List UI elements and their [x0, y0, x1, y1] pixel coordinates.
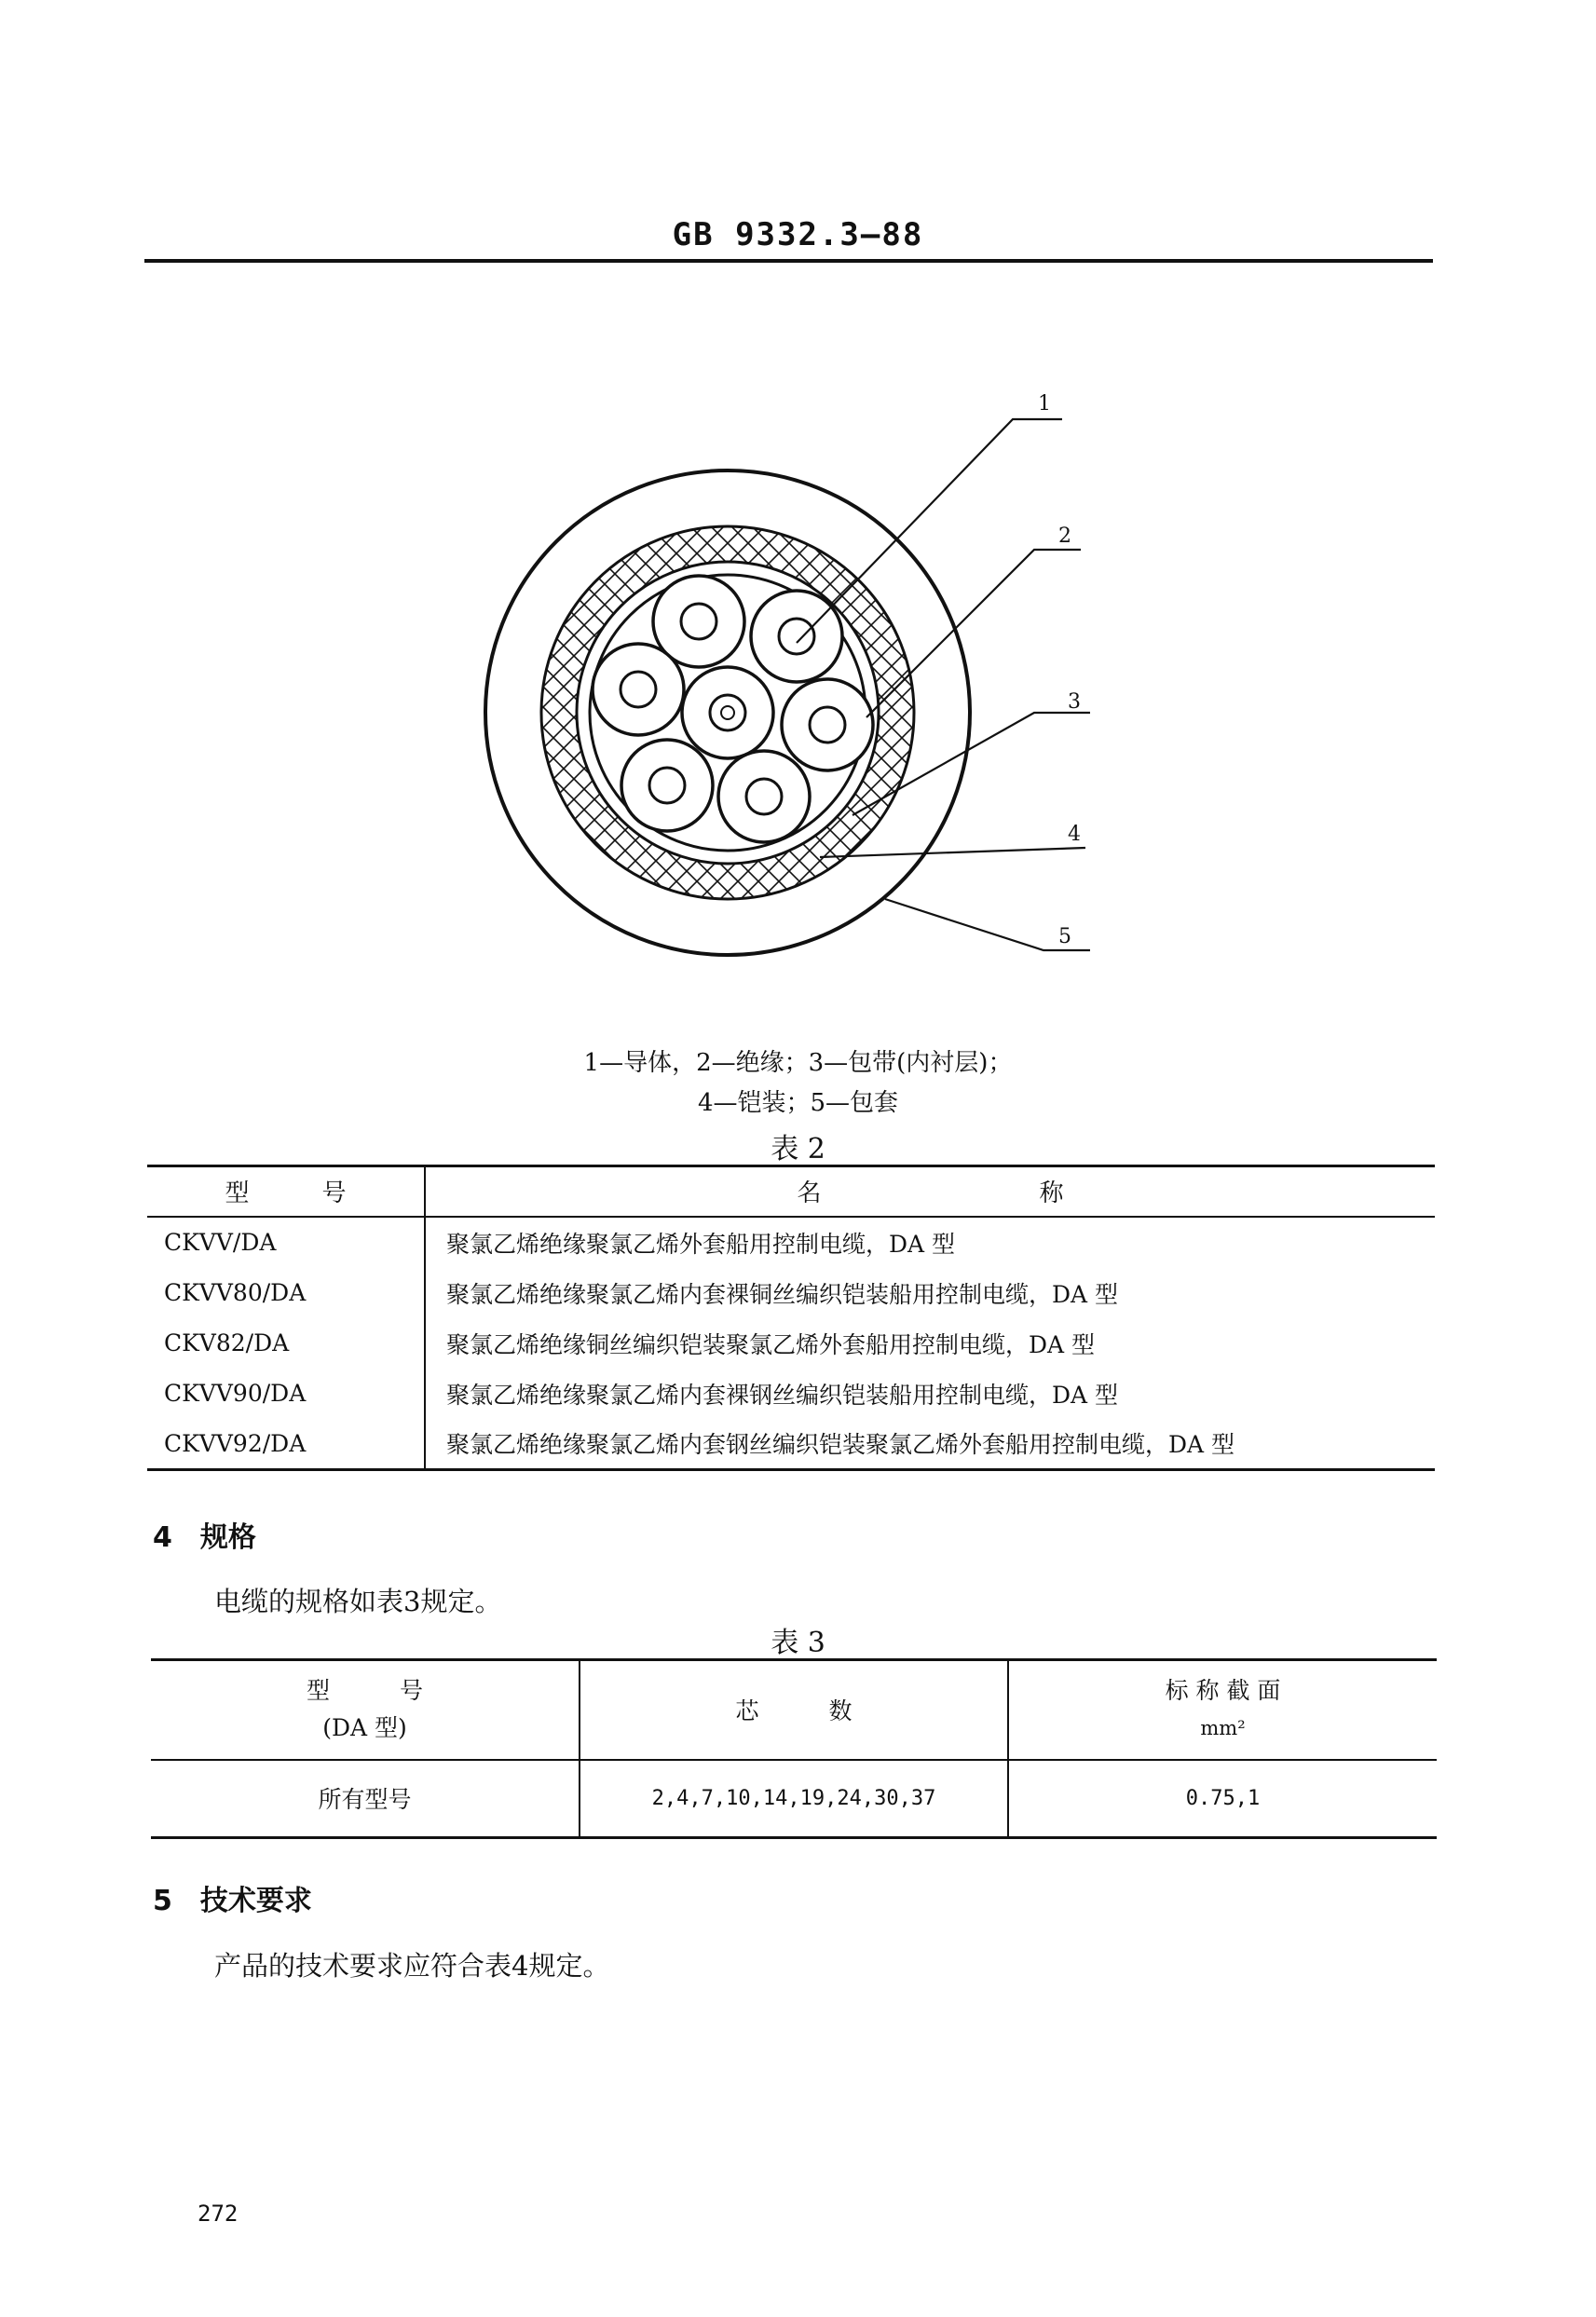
table2 — [147, 1165, 1435, 1471]
table-row — [147, 1268, 1435, 1318]
table2-header-name: 名 称 — [797, 1179, 1064, 1208]
table2-caption: 表 2 — [771, 1133, 825, 1165]
table-row — [151, 1760, 1437, 1838]
section-4-text: 电缆的规格如表3规定。 — [214, 1586, 502, 1617]
cable-cross-section-figure — [0, 373, 1596, 1025]
table2-header-model: 型 号 — [147, 1166, 425, 1217]
table2-name-cell: 聚氯乙烯绝缘聚氯乙烯内套钢丝编织铠装聚氯乙烯外套船用控制电缆，DA 型 — [446, 1431, 1235, 1459]
table3-header-section-line2: mm² — [1200, 1717, 1246, 1740]
table3-model-cell: 所有型号 — [151, 1760, 580, 1838]
table2-model-cell: CKVV92/DA — [147, 1419, 425, 1470]
page-number: 272 — [198, 2201, 239, 2227]
table2-name-cell: 聚氯乙烯绝缘铜丝编织铠装聚氯乙烯外套船用控制电缆，DA 型 — [446, 1330, 1096, 1358]
table2-model-cell: CKV82/DA — [147, 1318, 425, 1369]
table3-header-section — [1008, 1660, 1437, 1760]
table3-section-cell: 0.75,1 — [1185, 1786, 1261, 1810]
table3 — [151, 1658, 1437, 1839]
table3-header-section-line1: 标 称 截 面 — [1165, 1677, 1281, 1705]
table3-caption: 表 3 — [771, 1627, 825, 1659]
table3-header-model — [151, 1660, 580, 1760]
table-row — [147, 1318, 1435, 1369]
table2-name-cell: 聚氯乙烯绝缘聚氯乙烯外套船用控制电缆，DA 型 — [446, 1230, 956, 1258]
table-row — [147, 1217, 1435, 1268]
figure-label-1: 1 — [1038, 392, 1051, 416]
table2-model-cell: CKVV80/DA — [147, 1268, 425, 1318]
table3-header-row — [151, 1660, 1437, 1760]
figure-label-2: 2 — [1058, 525, 1071, 548]
section-4-number: 4 — [153, 1521, 172, 1554]
header-rule — [144, 259, 1433, 263]
table2-model-cell: CKVV/DA — [147, 1217, 425, 1268]
table2-header-row — [147, 1166, 1435, 1217]
section-5-heading — [153, 1877, 312, 1918]
table2-model-cell: CKVV90/DA — [147, 1369, 425, 1419]
figure-label-3: 3 — [1068, 690, 1081, 714]
table3-header-model-line2: (DA 型) — [322, 1714, 407, 1742]
figure-label-4: 4 — [1068, 823, 1081, 846]
table3-header-model-line1: 型 号 — [306, 1677, 423, 1705]
table2-name-cell: 聚氯乙烯绝缘聚氯乙烯内套裸铜丝编织铠装船用控制电缆，DA 型 — [446, 1280, 1119, 1308]
table-row — [147, 1419, 1435, 1470]
section-4-title: 规格 — [199, 1521, 256, 1554]
table2-name-cell: 聚氯乙烯绝缘聚氯乙烯内套裸钢丝编织铠装船用控制电缆，DA 型 — [446, 1381, 1119, 1409]
section-5-text: 产品的技术要求应符合表4规定。 — [214, 1950, 610, 1982]
table-row — [147, 1369, 1435, 1419]
section-5-number: 5 — [153, 1885, 172, 1917]
figure-caption-line2: 4—铠装；5—包套 — [697, 1089, 899, 1117]
page-header-title: GB 9332.3—88 — [672, 216, 924, 253]
figure-caption-line1: 1—导体，2—绝缘；3—包带(内衬层)； — [583, 1049, 1013, 1077]
section-4-heading — [153, 1514, 256, 1555]
table3-cores-cell: 2,4,7,10,14,19,24,30,37 — [580, 1760, 1008, 1838]
figure-label-5: 5 — [1058, 925, 1071, 948]
section-5-title: 技术要求 — [199, 1885, 312, 1917]
table3-header-cores: 芯 数 — [580, 1660, 1008, 1760]
